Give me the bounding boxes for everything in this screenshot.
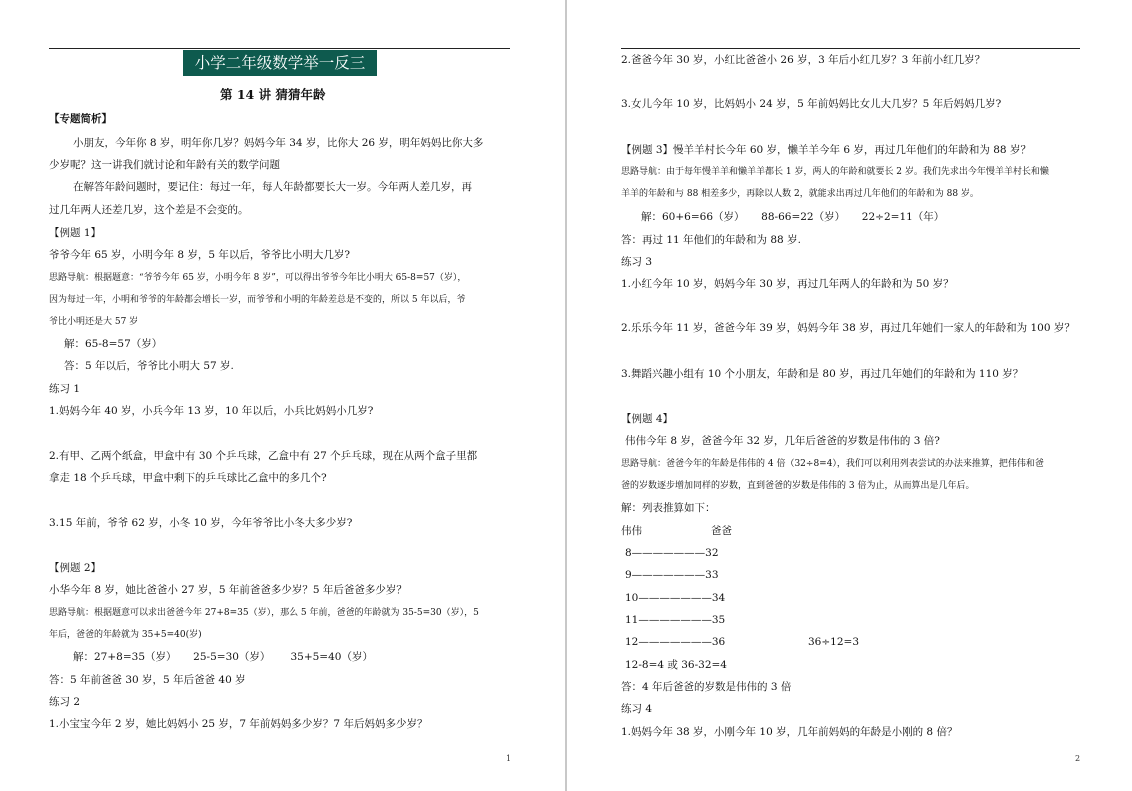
section-heading: 【专题简析】 (49, 113, 112, 125)
practice-2-heading: 练习 2 (49, 696, 81, 708)
page-number: 2 (1075, 754, 1081, 763)
example-4-heading: 【例题 4】 (621, 413, 674, 425)
example-1-hint-3: 爷比小明还是大 57 岁 (49, 317, 139, 327)
side-calculation: 36÷12=3 (808, 636, 859, 648)
table-row: 10———————34 (625, 592, 726, 604)
example-1-hint-1: 思路导航：根据题意：“爷爷今年 65 岁，小明今年 8 岁”，可以得出爷爷今年比小明大 65-8=57（岁）， (49, 273, 467, 283)
practice-1-q2-line-2: 拿走 18 个乒乓球，甲盒中剩下的乒乓球比乙盒中的多几个? (49, 472, 327, 484)
example-4-hint-1: 思路导航：爸爸今年的年龄是伟伟的 4 倍（32÷8=4），我们可以利用列表尝试的办法来推算，把伟伟和爸 (621, 459, 1044, 469)
example-4-answer: 答：4 年后爸爸的岁数是伟伟的 3 倍 (621, 681, 792, 693)
example-2-hint-1: 思路导航：根据题意可以求出爸爸今年 27+8=35（岁），那么 5 年前，爸爸的年龄就为 35-5=30（岁），5 (49, 608, 479, 618)
practice-3-heading: 练习 3 (621, 256, 653, 268)
header-rule (621, 48, 1080, 49)
lesson-title: 第 14 讲 猜猜年龄 (220, 87, 326, 102)
header-rule (49, 48, 510, 49)
practice-3-q2: 2.乐乐今年 11 岁，爸爸今年 39 岁，妈妈今年 38 岁，再过几年她们一家人的年龄和为 100 岁？ (621, 322, 1075, 334)
example-4-question: 伟伟今年 8 岁，爸爸今年 32 岁，几年后爸爸的岁数是伟伟的 3 倍? (625, 435, 940, 447)
practice-2-q1: 1.小宝宝今年 2 岁，她比妈妈小 25 岁，7 年前妈妈多少岁？7 年后妈妈多少岁？ (49, 718, 428, 730)
practice-1-heading: 练习 1 (49, 383, 81, 395)
example-4-hint-2: 爸的岁数逐步增加同样的岁数，直到爸爸的岁数是伟伟的 3 倍为止，从而算出是几年后。 (621, 481, 975, 491)
example-1-question: 爷爷今年 65 岁，小明今年 8 岁，5 年以后，爷爷比小明大几岁? (49, 249, 351, 261)
example-2-heading: 【例题 2】 (49, 562, 102, 574)
intro-line-4: 过几年两人还差几岁，这个差是不会变的。 (49, 204, 249, 216)
intro-line-1: 小朋友，今年你 8 岁，明年你几岁？妈妈今年 34 岁，比你大 26 岁，明年妈妈比你大多 (73, 137, 484, 149)
practice-1-q3: 3.15 年前，爷爷 62 岁，小冬 10 岁，今年爷爷比小冬大多少岁? (49, 517, 353, 529)
example-1-solution: 解：65-8=57（岁） (64, 338, 163, 350)
practice-4-heading: 练习 4 (621, 703, 653, 715)
table-header-dad: 爸爸 (711, 525, 732, 537)
example-2-hint-2: 年后，爸爸的年龄就为 35+5=40(岁) (49, 630, 202, 640)
practice-2-q2: 2.爸爸今年 30 岁，小红比爸爸小 26 岁，3 年后小红几岁？3 年前小红几岁？ (621, 54, 986, 66)
table-row: 12———————36 (625, 636, 726, 648)
document-page-1 (0, 0, 565, 791)
table-row: 9———————33 (625, 569, 719, 581)
page-number: 1 (506, 754, 512, 763)
practice-1-q1: 1.妈妈今年 40 岁，小兵今年 13 岁，10 年以后，小兵比妈妈小几岁? (49, 405, 374, 417)
example-1-heading: 【例题 1】 (49, 227, 102, 239)
practice-3-q1: 1.小红今年 10 岁，妈妈今年 30 岁，再过几年两人的年龄和为 50 岁？ (621, 278, 954, 290)
intro-line-2: 少岁呢？这一讲我们就讨论和年龄有关的数学问题 (49, 159, 280, 171)
table-row: 11———————35 (625, 614, 726, 626)
example-2-answer: 答：5 年前爸爸 30 岁，5 年后爸爸 40 岁 (49, 674, 246, 686)
example-3-question: 【例题 3】慢羊羊村长今年 60 岁，懒羊羊今年 6 岁，再过几年他们的年龄和为 88 岁？ (621, 144, 1031, 156)
example-4-solution-heading: 解：列表推算如下： (621, 502, 716, 514)
intro-line-3: 在解答年龄问题时，要记住：每过一年，每人年龄都要长大一岁。今年两人差几岁，再 (73, 181, 472, 193)
example-3-hint-1: 思路导航：由于每年慢羊羊和懒羊羊都长 1 岁，两人的年龄和就要长 2 岁。我们先求出今年慢羊羊村长和懒 (621, 167, 1049, 177)
example-2-question: 小华今年 8 岁，她比爸爸小 27 岁，5 年前爸爸多少岁？5 年后爸爸多少岁？ (49, 584, 407, 596)
banner-title: 小学二年级数学举一反三 (183, 50, 377, 76)
practice-2-q3: 3.女儿今年 10 岁，比妈妈小 24 岁，5 年前妈妈比女儿大几岁？5 年后妈妈几岁? (621, 98, 1002, 110)
example-3-answer: 答：再过 11 年他们的年龄和为 88 岁. (621, 234, 801, 246)
example-3-solution: 解：60+6=66（岁） 88-66=22（岁） 22÷2=11（年） (641, 211, 945, 223)
difference-calculation: 12-8=4 或 36-32=4 (625, 659, 727, 671)
practice-1-q2-line-1: 2.有甲、乙两个纸盒，甲盒中有 30 个乒乓球，乙盒中有 27 个乒乓球，现在从两个盒子里都 (49, 450, 478, 462)
table-header-weiwei: 伟伟 (621, 525, 642, 537)
example-2-solution: 解：27+8=35（岁） 25-5=30（岁） 35+5=40（岁） (73, 651, 373, 663)
example-1-hint-2: 因为每过一年，小明和爷爷的年龄都会增长一岁，而爷爷和小明的年龄差总是不变的，所以 5 年以后，爷 (49, 295, 466, 305)
example-3-hint-2: 羊羊的年龄和与 88 相差多少，再除以人数 2，就能求出再过几年他们的年龄和为 88 岁。 (621, 189, 979, 199)
table-row: 8———————32 (625, 547, 719, 559)
practice-3-q3: 3.舞蹈兴趣小组有 10 个小朋友，年龄和是 80 岁，再过几年她们的年龄和为 110 岁？ (621, 368, 1024, 380)
practice-4-q1: 1.妈妈今年 38 岁，小刚今年 10 岁，几年前妈妈的年龄是小刚的 8 倍？ (621, 726, 958, 738)
example-1-answer: 答：5 年以后，爷爷比小明大 57 岁. (64, 360, 234, 372)
document-page-2 (567, 0, 1132, 791)
